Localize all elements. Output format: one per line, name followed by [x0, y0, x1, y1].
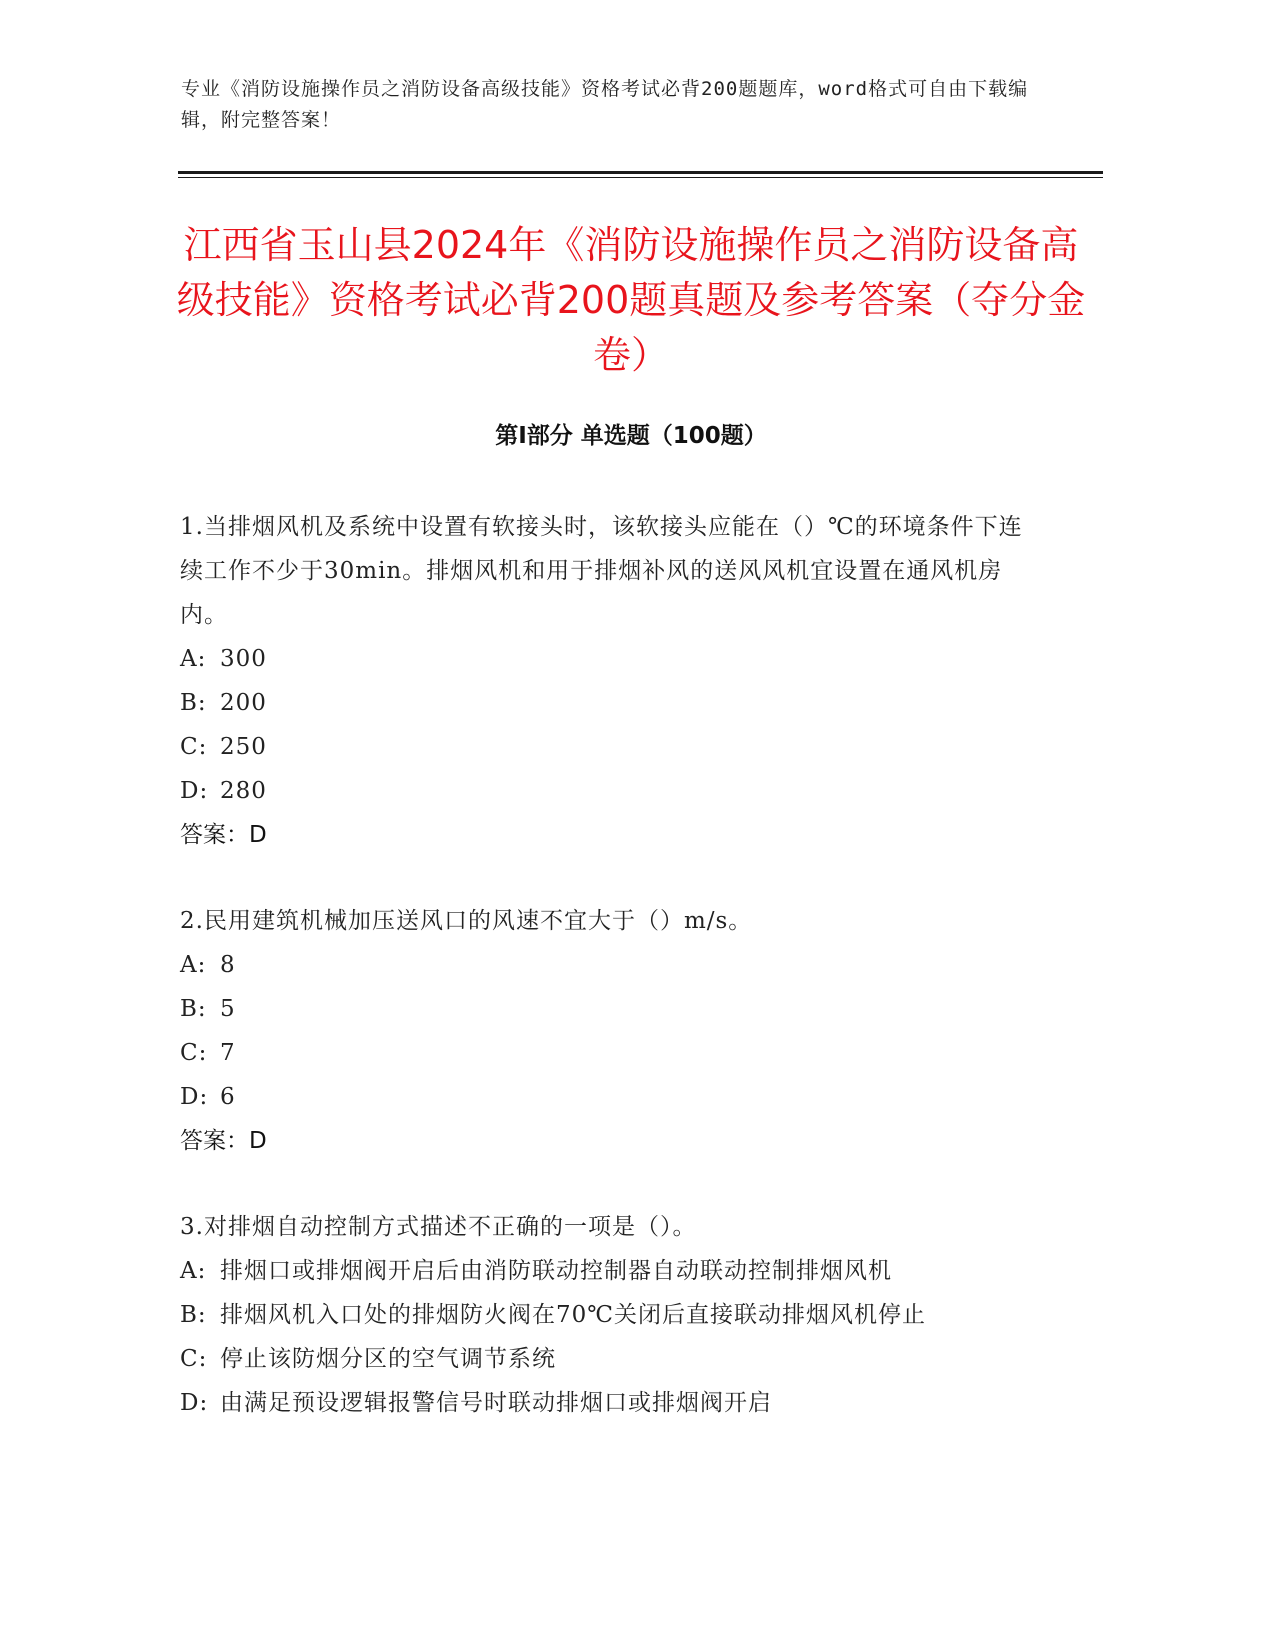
question-2 — [180, 899, 1040, 1163]
option-text: 排烟口或排烟阀开启后由消防联动控制器自动联动控制排烟风机 — [220, 1258, 892, 1284]
header-note: 专业《消防设施操作员之消防设备高级技能》资格考试必背200题题库，word格式可自由下载编辑，附完整答案！ — [181, 78, 1029, 131]
section-title: 第Ⅰ部分 单选题（100题） — [495, 423, 767, 449]
option-text: 8 — [220, 952, 236, 978]
option-letter: B: — [180, 996, 207, 1022]
option-b — [180, 987, 1040, 1031]
question-stem: 1.当排烟风机及系统中设置有软接头时，该软接头应能在（）℃的环境条件下连续工作不少于30min。排烟风机和用于排烟补风的送风风机宜设置在通风机房内。 — [180, 514, 1023, 628]
option-text: 300 — [220, 646, 267, 672]
option-a — [180, 637, 1040, 681]
option-letter: B: — [180, 1302, 207, 1328]
option-text: 280 — [220, 778, 267, 804]
option-c — [180, 725, 1040, 769]
option-text: 200 — [220, 690, 267, 716]
question-stem: 3.对排烟自动控制方式描述不正确的一项是（）。 — [180, 1214, 697, 1240]
option-letter: B: — [180, 690, 207, 716]
option-a — [180, 943, 1040, 987]
option-d — [180, 769, 1040, 813]
option-b — [180, 1293, 1040, 1337]
option-letter: D: — [180, 1390, 209, 1416]
question-list — [180, 505, 1040, 1467]
option-letter: C: — [180, 1040, 208, 1066]
option-letter: A: — [180, 646, 207, 672]
document-title: 江西省玉山县2024年《消防设施操作员之消防设备高级技能》资格考试必背200题真题及参考答案（夺分金卷） — [176, 223, 1086, 377]
option-text: 由满足预设逻辑报警信号时联动排烟口或排烟阀开启 — [220, 1390, 772, 1416]
option-d — [180, 1075, 1040, 1119]
question-3 — [180, 1205, 1040, 1425]
header-divider-thick — [178, 171, 1103, 174]
option-text: 排烟风机入口处的排烟防火阀在70℃关闭后直接联动排烟风机停止 — [220, 1302, 926, 1328]
option-text: 7 — [220, 1040, 236, 1066]
option-letter: A: — [180, 952, 207, 978]
question-1 — [180, 505, 1040, 857]
header-divider-thin — [178, 177, 1103, 178]
option-letter: C: — [180, 1346, 208, 1372]
option-letter: A: — [180, 1258, 207, 1284]
option-letter: D: — [180, 1084, 209, 1110]
answer-line: 答案：D — [180, 1128, 267, 1154]
answer-line: 答案：D — [180, 822, 267, 848]
option-b — [180, 681, 1040, 725]
option-letter: C: — [180, 734, 208, 760]
option-text: 6 — [220, 1084, 236, 1110]
option-c — [180, 1337, 1040, 1381]
option-text: 250 — [220, 734, 267, 760]
option-text: 停止该防烟分区的空气调节系统 — [220, 1346, 556, 1372]
option-d — [180, 1381, 1040, 1425]
option-c — [180, 1031, 1040, 1075]
option-text: 5 — [220, 996, 236, 1022]
option-a — [180, 1249, 1040, 1293]
option-letter: D: — [180, 778, 209, 804]
question-stem: 2.民用建筑机械加压送风口的风速不宜大于（）m/s。 — [180, 908, 753, 934]
